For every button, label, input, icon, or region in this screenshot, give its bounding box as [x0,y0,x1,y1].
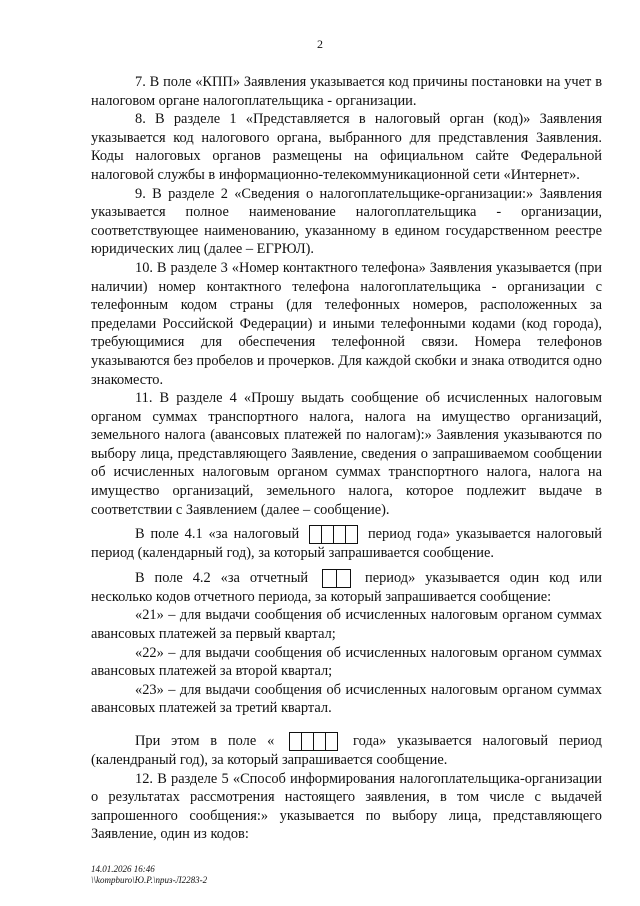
paragraph-12: 12. В разделе 5 «Способ информирования налогоплательщика-организации о результатах рассмотрения настоящего заявления, в том числе с выдачей запрошенного сообщения:» указывается по выбору лица, представляющего Заявление, один из кодов: [91,770,602,843]
paragraph-year-field [91,732,602,770]
field-4-1-text-start: В поле 4.1 «за налоговый [135,526,300,543]
paragraph-field-4-1 [91,525,602,563]
year-cells [289,732,338,751]
field-4-2-text-start: В поле 4.2 «за отчетный [135,569,309,586]
code-22-item: «22» – для выдачи сообщения об исчисленных налоговым органом суммах авансовых платежей за второй квартал; [91,644,602,680]
paragraph-9: 9. В разделе 2 «Сведения о налогоплательщике-организации:» Заявления указывается полное наименование налогоплательщика - организации, соответствующее наименованию, указанному в едином государственном реестре юридических лиц (далее – ЕГРЮЛ). [91,185,602,258]
field-4-2-text-end: период» указывается один код или несколько кодов отчетного периода, за который запрашивается сообщение: [91,569,602,605]
paragraph-field-4-2 [91,569,602,607]
page-number: 2 [317,37,323,51]
paragraph-10: 10. В разделе 3 «Номер контактного телефона» Заявления указывается (при наличии) номер контактного телефона налогоплательщика - организации с телефонным кодом страны (для телефонных номеров, расположенных за пределами Российской Федерации) и иными телефонными кодами (код города), требующимися для обеспечения телефонной связи. Номера телефонов указываются без пробелов и прочерков. Для каждой скобки и знака отводится одно знакоместо. [91,259,602,388]
code-23-item: «23» – для выдачи сообщения об исчисленных налоговым органом суммах авансовых платежей за третий квартал. [91,681,602,717]
code-cells-4-2 [322,569,351,588]
code-21-item: «21» – для выдачи сообщения об исчисленных налоговым органом суммах авансовых платежей за первый квартал; [91,607,602,643]
document-body [91,73,602,844]
footer-timestamp: 14.01.2026 16:46 [91,864,155,874]
paragraph-8: 8. В разделе 1 «Представляется в налоговый орган (код)» Заявления указывается код налогового органа, выбранного для представления Заявления. Коды налоговых органов размещены на официальном сайте Федеральной налоговой службы в информационно-телекоммуникационной сети «Интернет». [91,111,602,183]
field-4-1-text-end: период года» указывается налоговый период (календарный год), за который запрашивается сообщение. [91,526,602,562]
paragraph-7: 7. В поле «КПП» Заявления указывается код причины постановки на учет в налоговом органе налогоплательщика - организации. [91,74,602,109]
year-cells-4-1 [309,525,358,544]
paragraph-11: 11. В разделе 4 «Прошу выдать сообщение об исчисленных налоговым органом суммах транспортного налога, налога на имущество организаций, земельного налога (авансовых платежей по налогам):» Заявления указываются по выбору лица, представляющего Заявление, сведения о запрашиваемом сообщении об исчисленных налоговым органом суммах транспортного налога, налога на имущество организаций, земельного налога, которое подлежит выдаче в соответствии с Заявлением (далее – сообщение). [91,390,602,518]
year-field-text-end: года» указывается налоговый период (календраный год), за который запрашивается сообщение. [91,733,602,768]
footer-file-path: \\kompburo\Ю.Р.\приз-Л2283-2 [91,875,208,885]
footer-stamp [91,864,207,886]
year-field-text-start: При этом в поле « [135,733,275,749]
